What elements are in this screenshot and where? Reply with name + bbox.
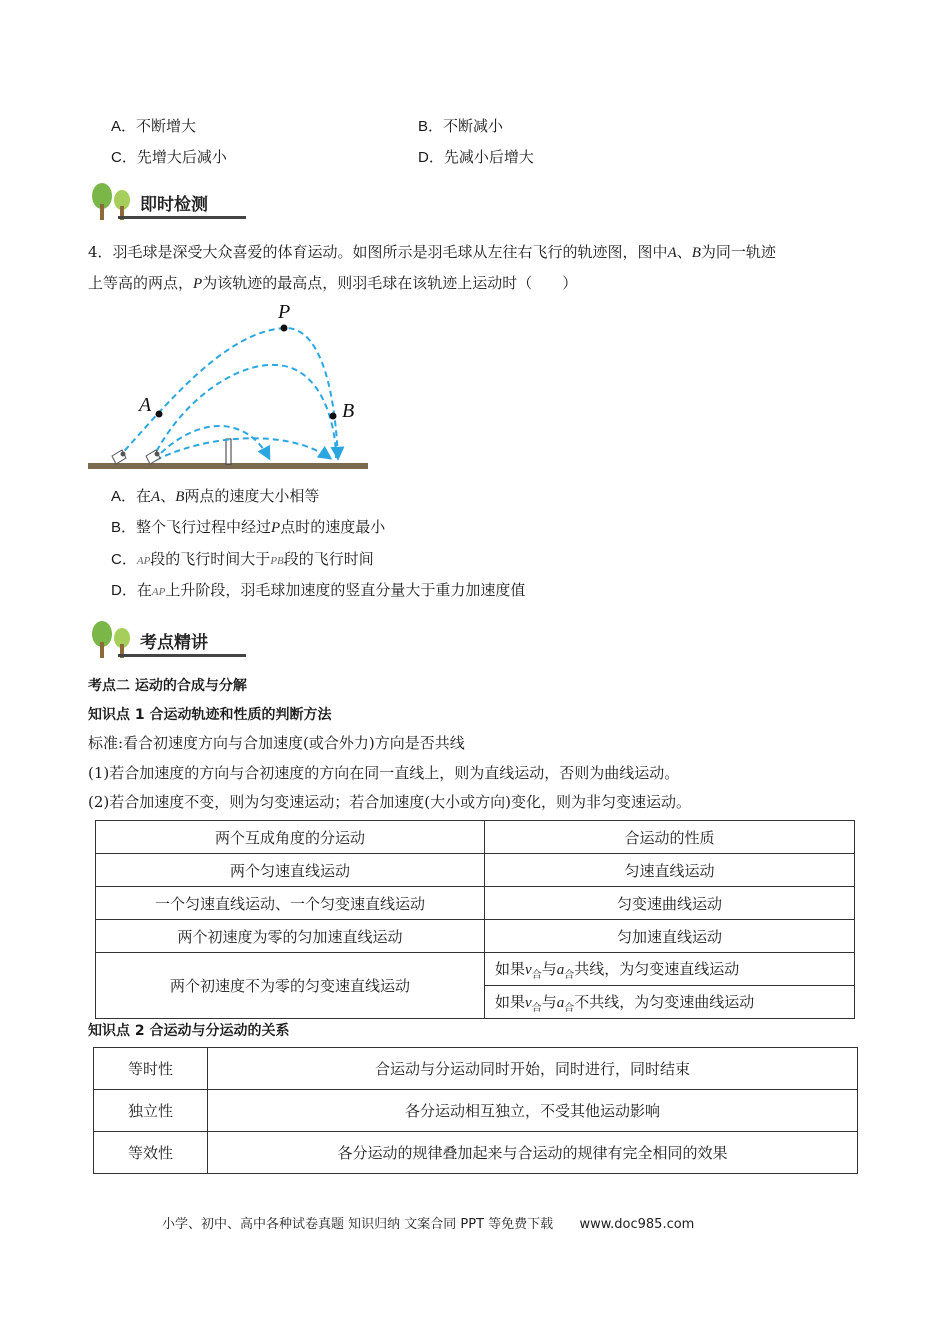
table-cell: 两个初速度不为零的匀变速直线运动 — [96, 953, 485, 1019]
rule-2: (2)若合加速度不变，则为匀变速运动；若合加速度(大小或方向)变化，则为非匀变速运动。 — [88, 793, 691, 811]
table-cell: 如果$v_合$与$a_合$共线，为匀变速直线运动 — [485, 953, 855, 986]
table-cell: 匀速直线运动 — [485, 854, 855, 887]
table-row — [94, 1048, 858, 1090]
table-row — [96, 887, 855, 920]
q4-option-b: B．整个飞行过程中经过P点时的速度最小 — [111, 518, 386, 536]
table-cell: 独立性 — [94, 1090, 208, 1132]
q3-option-c: C．先增大后减小 — [111, 148, 227, 166]
table-cell: 匀加速直线运动 — [485, 920, 855, 953]
section-banner-instant-test — [88, 182, 258, 224]
table-cell: 如果$v_合$与$a_合$不共线，为匀变速曲线运动 — [485, 986, 855, 1019]
q4-option-a: A．在A、B两点的速度大小相等 — [111, 487, 320, 505]
table-row — [96, 920, 855, 953]
table-row — [96, 821, 855, 854]
q4-stem-line2: 上等高的两点，P为该轨迹的最高点，则羽毛球在该轨迹上运动时（ ） — [88, 274, 578, 292]
point-p — [281, 325, 288, 332]
net-post — [226, 439, 231, 464]
label-p: P — [278, 301, 291, 323]
footer-text: 小学、初中、高中各种试卷真题 知识归纳 文案合同 PPT 等免费下载 — [162, 1217, 554, 1232]
table-cell: 合运动与分运动同时开始，同时进行，同时结束 — [208, 1048, 858, 1090]
point-a — [156, 411, 163, 418]
table-cell: 各分运动的规律叠加起来与合运动的规律有完全相同的效果 — [208, 1132, 858, 1174]
section-underline — [118, 216, 246, 219]
table-row — [94, 1132, 858, 1174]
motion-relation-table — [93, 1047, 858, 1174]
table-cell: 各分运动相互独立，不受其他运动影响 — [208, 1090, 858, 1132]
knowledge-point-1-heading: 知识点 1 合运动轨迹和性质的判断方法 — [88, 707, 332, 723]
shuttlecock-icon — [146, 450, 160, 464]
knowledge-point-2-heading: 知识点 2 合运动与分运动的关系 — [88, 1023, 290, 1039]
section-title: 考点精讲 — [140, 633, 208, 653]
low-trajectory-2 — [156, 438, 330, 460]
rule-1: (1)若合加速度的方向与合初速度的方向在同一直线上，则为直线运动，否则为曲线运动。 — [88, 764, 680, 782]
table-cell: 两个初速度为零的匀加速直线运动 — [96, 920, 485, 953]
table-header-cell: 两个互成角度的分运动 — [96, 821, 485, 854]
q3-option-d: D．先减小后增大 — [418, 148, 534, 166]
table-cell: 等时性 — [94, 1048, 208, 1090]
table-row — [96, 953, 855, 986]
section-banner-key-points — [88, 620, 258, 662]
table-row — [94, 1090, 858, 1132]
standard-text: 标准:看合初速度方向与合加速度(或合外力)方向是否共线 — [88, 734, 465, 752]
q3-option-a: A．不断增大 — [111, 117, 197, 135]
table-header-cell: 合运动的性质 — [485, 821, 855, 854]
middle-trajectory — [152, 365, 336, 460]
footer-url[interactable]: www.doc985.com — [579, 1217, 695, 1232]
section-title: 即时检测 — [140, 195, 208, 215]
point-b — [330, 413, 337, 420]
q4-option-c: C．AP段的飞行时间大于PB段的飞行时间 — [111, 550, 374, 568]
footer — [162, 1213, 694, 1232]
low-trajectory-1 — [154, 426, 269, 460]
table-row — [96, 854, 855, 887]
label-b: B — [342, 400, 355, 422]
table-cell: 等效性 — [94, 1132, 208, 1174]
table-cell: 两个匀速直线运动 — [96, 854, 485, 887]
label-a: A — [139, 394, 152, 416]
trajectory-figure — [86, 300, 372, 476]
table-cell: 匀变速曲线运动 — [485, 887, 855, 920]
q4-stem-line1: 4．羽毛球是深受大众喜爱的体育运动。如图所示是羽毛球从左往右飞行的轨迹图，图中A、B为同一轨迹 — [88, 243, 776, 261]
q3-option-b: B．不断减小 — [418, 117, 504, 135]
shuttlecock-icon — [112, 450, 126, 464]
motion-nature-table — [95, 820, 855, 1019]
q4-option-d: D．在AP上升阶段，羽毛球加速度的竖直分量大于重力加速度值 — [111, 581, 526, 599]
kaodian-heading: 考点二 运动的合成与分解 — [88, 678, 247, 694]
table-cell: 一个匀速直线运动、一个匀变速直线运动 — [96, 887, 485, 920]
section-underline — [118, 654, 246, 657]
